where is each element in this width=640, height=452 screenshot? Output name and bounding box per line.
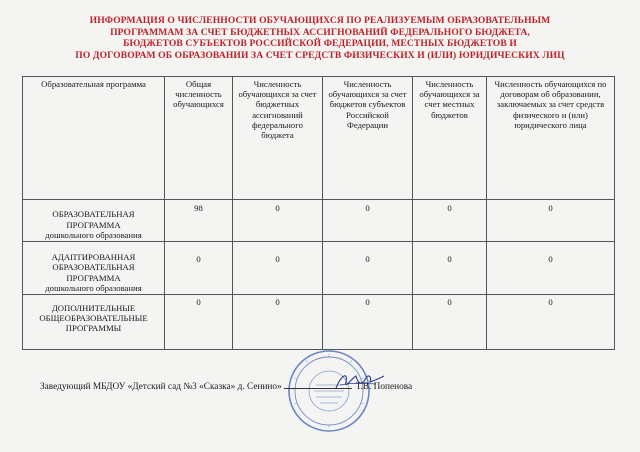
program-name: ОБРАЗОВАТЕЛЬНАЯ ПРОГРАММА [52, 209, 135, 230]
value-cell: 98 [165, 200, 233, 242]
value-cell: 0 [323, 242, 413, 295]
table-row [23, 242, 615, 295]
value-cell: 0 [487, 200, 615, 242]
program-cell [23, 200, 165, 242]
header-regional: Численность обучающихся за счет бюджетов субъектов Российской Федерации [323, 77, 413, 200]
value-cell: 0 [413, 200, 487, 242]
title-line: ПРОГРАММАМ ЗА СЧЕТ БЮДЖЕТНЫХ АССИГНОВАНИЙ ФЕДЕРАЛЬНОГО БЮДЖЕТА, [110, 26, 530, 38]
signature-underline [284, 379, 352, 389]
header-program: Образовательная программа [23, 77, 165, 200]
value-cell: 0 [413, 295, 487, 350]
table-row [23, 200, 615, 242]
value-cell: 0 [323, 200, 413, 242]
signer-position: Заведующий МБДОУ «Детский сад №3 «Сказка» д. Сенино» [40, 382, 282, 392]
table-header-row [23, 77, 615, 200]
program-cell [23, 242, 165, 295]
value-cell: 0 [165, 242, 233, 295]
program-name: АДАПТИРОВАННАЯ ОБРАЗОВАТЕЛЬНАЯ ПРОГРАММА [51, 252, 136, 283]
value-cell: 0 [233, 242, 323, 295]
header-federal: Численность обучающихся за счет бюджетных ассигнований федерального бюджета [233, 77, 323, 200]
program-cell [23, 295, 165, 350]
value-cell: 0 [413, 242, 487, 295]
value-cell: 0 [233, 295, 323, 350]
document-title [20, 15, 620, 61]
title-line: ИНФОРМАЦИЯ О ЧИСЛЕННОСТИ ОБУЧАЮЩИХСЯ ПО РЕАЛИЗУЕМЫМ ОБРАЗОВАТЕЛЬНЫМ [89, 15, 551, 26]
value-cell: 0 [165, 295, 233, 350]
header-total: Общая численность обучающихся [165, 77, 233, 200]
title-line: БЮДЖЕТОВ СУБЪЕКТОВ РОССИЙСКОЙ ФЕДЕРАЦИИ, МЕСТНЫХ БЮДЖЕТОВ И [123, 38, 517, 50]
program-level: дошкольного образования [45, 282, 142, 293]
value-cell: 0 [487, 242, 615, 295]
signature-line [40, 379, 600, 392]
value-cell: 0 [233, 200, 323, 242]
header-local: Численность обучающихся за счет местных бюджетов [413, 77, 487, 200]
value-cell: 0 [323, 295, 413, 350]
header-contract: Численность обучающихся по договорам об образовании, заключаемых за счет средств физического и (или) юридического лица [487, 77, 615, 200]
signer-name: Т.В. Попенова [355, 382, 413, 392]
table-row [23, 295, 615, 350]
title-line: ПО ДОГОВОРАМ ОБ ОБРАЗОВАНИИ ЗА СЧЕТ СРЕДСТВ ФИЗИЧЕСКИХ И (ИЛИ) ЮРИДИЧЕСКИХ ЛИЦ [75, 49, 565, 61]
value-cell: 0 [487, 295, 615, 350]
enrollment-table [22, 76, 615, 350]
program-level: дошкольного образования [45, 229, 142, 240]
program-name: ДОПОЛНИТЕЛЬНЫЕ ОБЩЕОБРАЗОВАТЕЛЬНЫЕ ПРОГРАММЫ [39, 303, 148, 334]
